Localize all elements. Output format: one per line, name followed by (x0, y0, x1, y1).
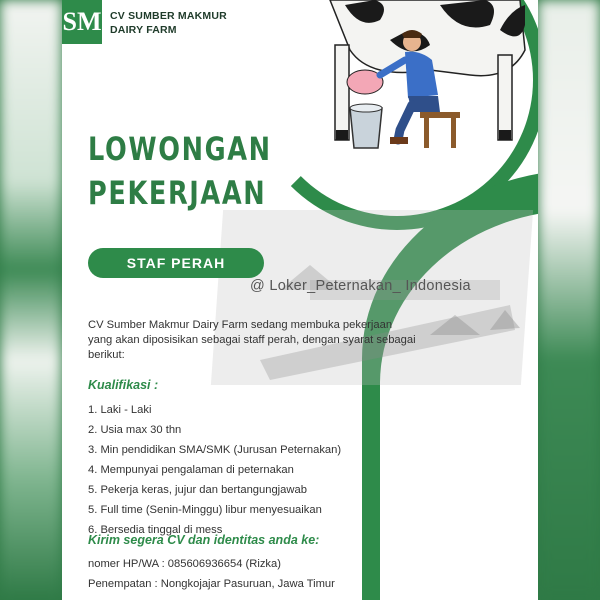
company-name (110, 9, 227, 37)
qualifications-title: Kualifikasi : (88, 378, 159, 392)
list-item: 6. Bersedia tinggal di mess (88, 524, 223, 536)
position-badge: STAF PERAH (88, 248, 264, 278)
list-item: 5. Full time (Senin-Minggu) libur menyesuaikan (88, 504, 322, 516)
intro-text: CV Sumber Makmur Dairy Farm sedang membuka pekerjaan yang akan diposisikan sebagai staff perah, dengan syarat sebagai berikut: (88, 319, 416, 361)
list-item: 1. Laki - Laki (88, 404, 152, 416)
headline-line2: PEKERJAAN (88, 174, 267, 212)
cow-milking-illustration (320, 0, 538, 155)
blurred-background-right (538, 0, 600, 600)
qualifications-list (88, 400, 341, 540)
company-logo: SM (62, 0, 102, 44)
contact-title: Kirim segera CV dan identitas anda ke: (88, 533, 320, 547)
company-name-line2: DAIRY FARM (110, 24, 177, 36)
blurred-background-left (0, 0, 62, 600)
job-poster (62, 0, 538, 600)
list-item: 5. Pekerja keras, jujur dan bertangungjawab (88, 484, 307, 496)
list-item: 2. Usia max 30 thn (88, 424, 182, 436)
list-item: 4. Mempunyai pengalaman di peternakan (88, 464, 294, 476)
company-name-line1: CV SUMBER MAKMUR (110, 10, 227, 22)
list-item: 3. Min pendidikan SMA/SMK (Jurusan Peternakan) (88, 444, 342, 456)
contact-phone: nomer HP/WA : 085606936654 (Rizka) (88, 558, 281, 570)
headline (88, 127, 272, 215)
placement-location: Penempatan : Nongkojajar Pasuruan, Jawa Timur (88, 578, 335, 590)
headline-line1: LOWONGAN (88, 130, 272, 168)
watermark-handle: @ Loker_Peternakan_ Indonesia (250, 278, 471, 294)
